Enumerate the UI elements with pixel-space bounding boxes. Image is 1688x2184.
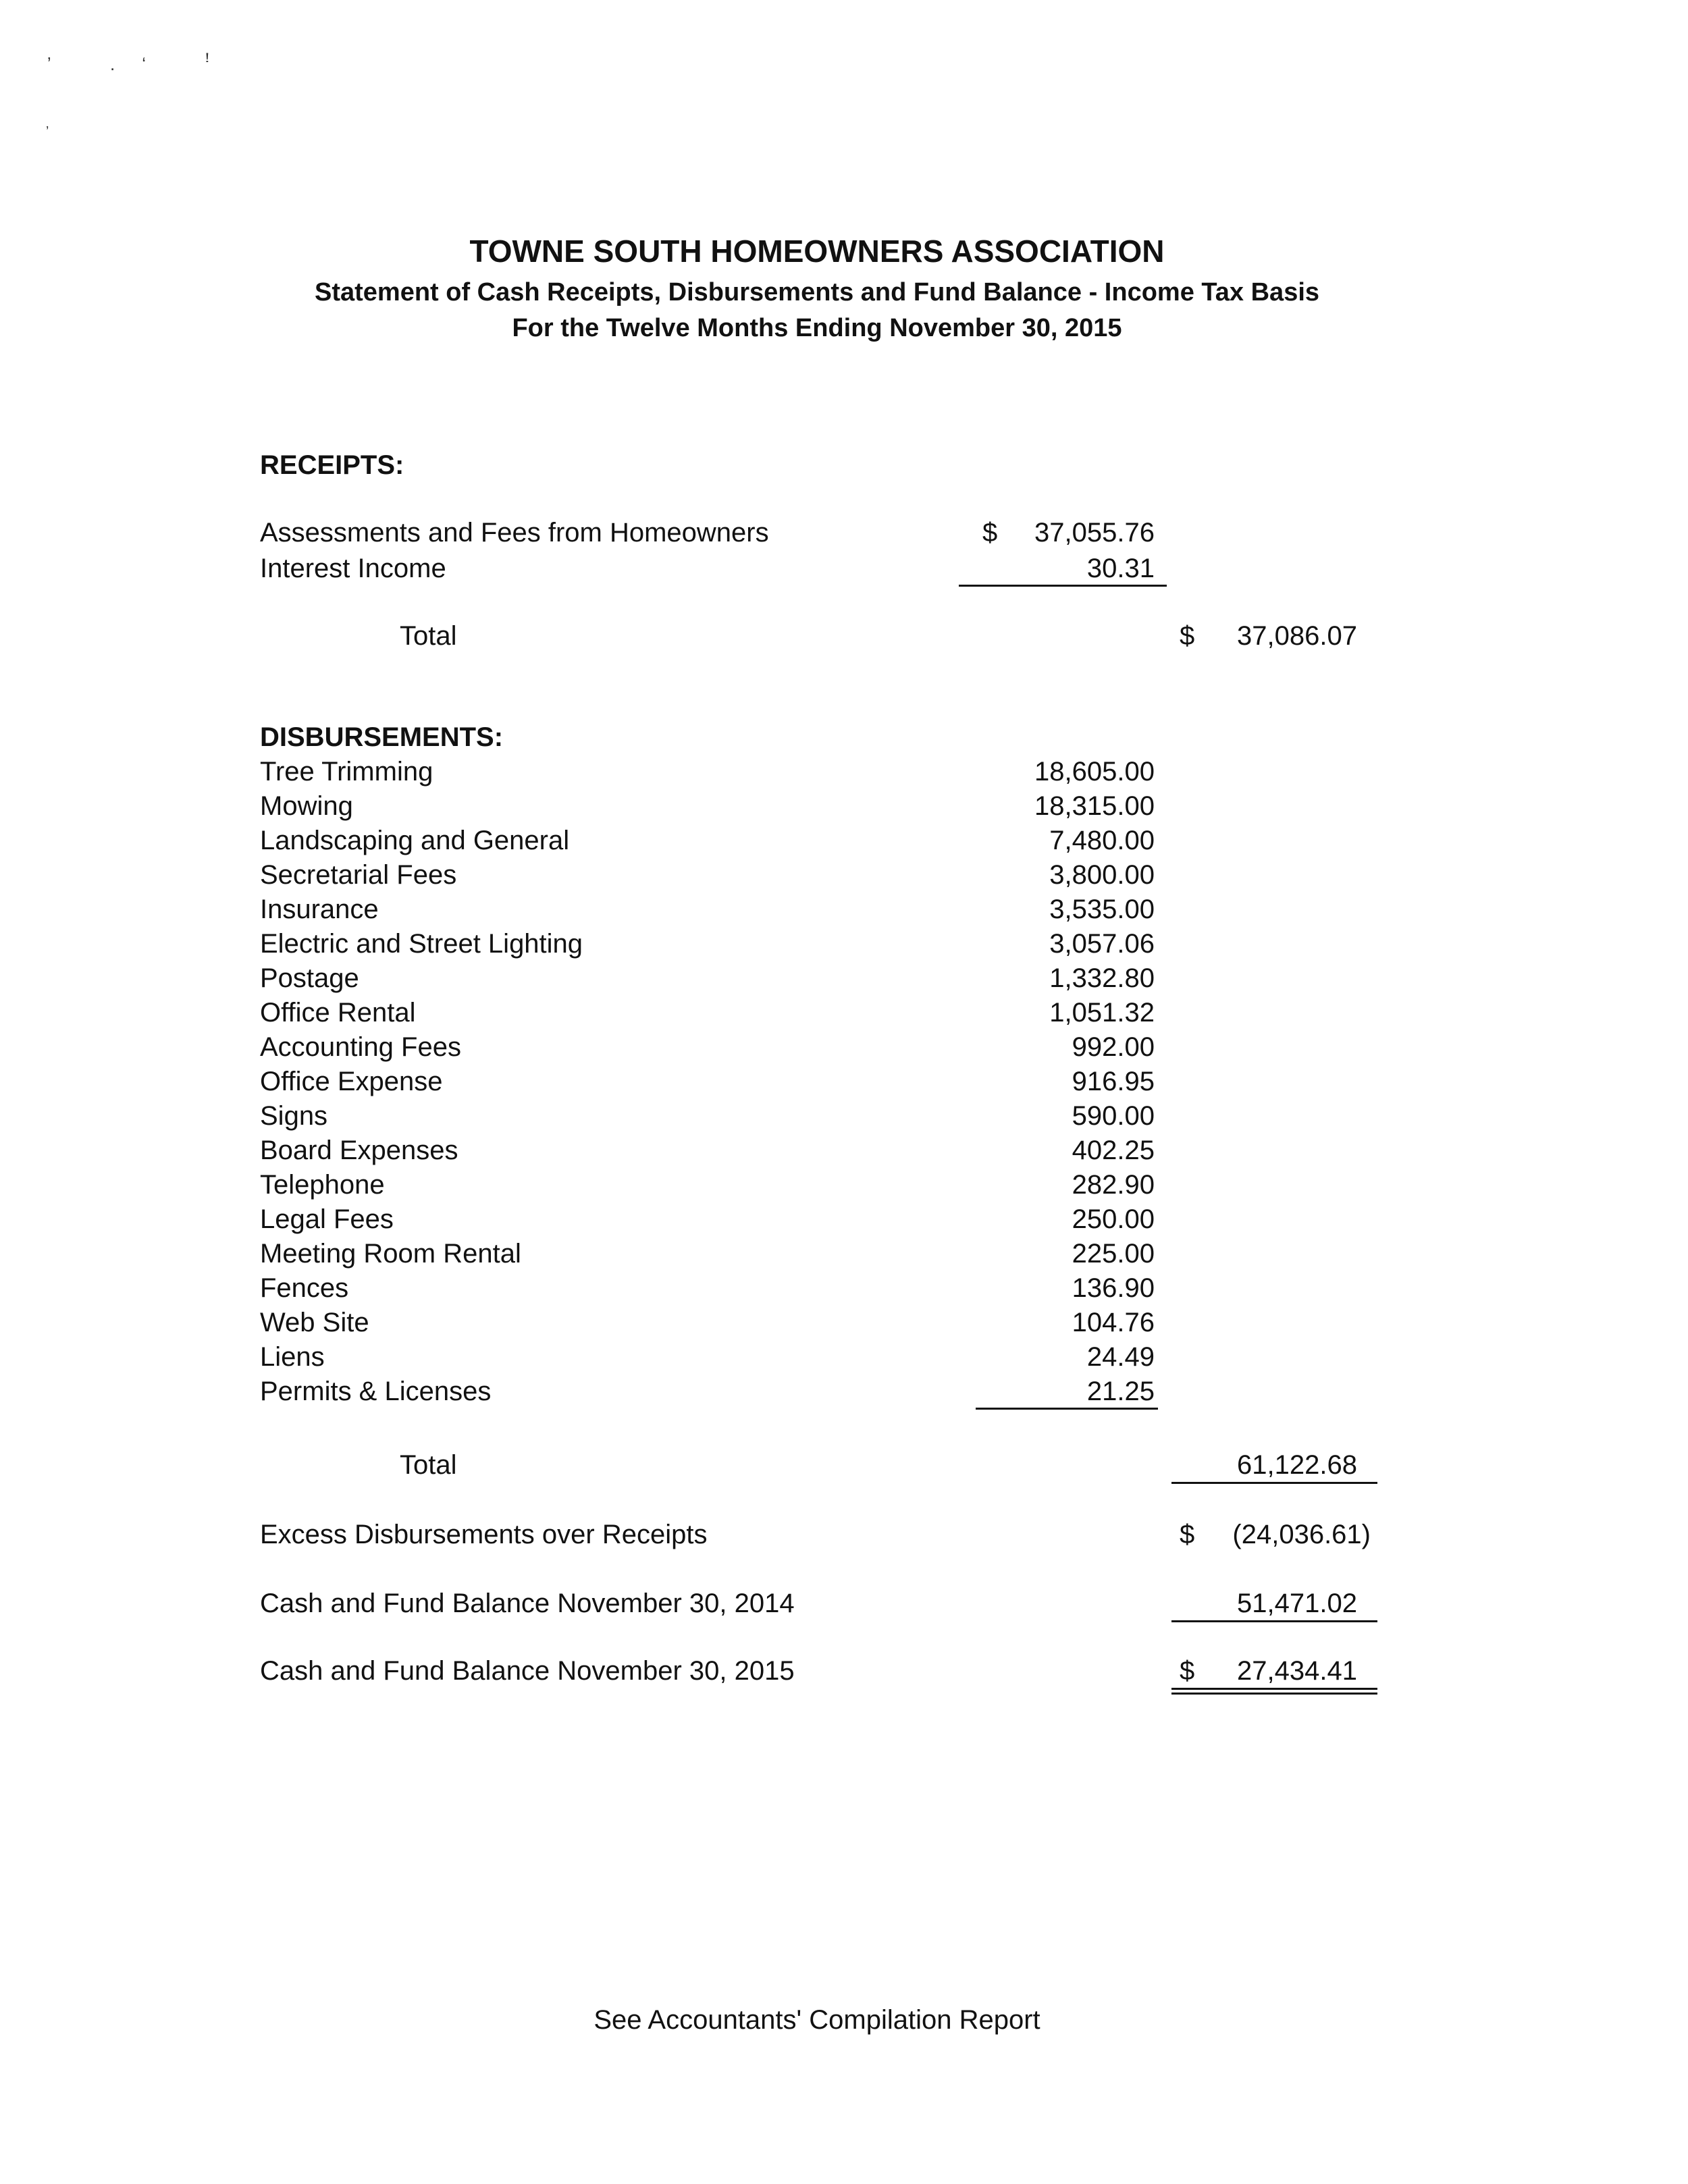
receipt-row	[0, 554, 1688, 589]
disbursement-label: Mowing	[260, 791, 353, 821]
opening-balance-amount: 51,471.02	[1237, 1589, 1357, 1618]
disbursement-label: Landscaping and General	[260, 826, 570, 855]
scan-speck: ʼ	[46, 125, 49, 140]
disbursement-label: Telephone	[260, 1170, 385, 1200]
excess-row	[0, 1520, 1688, 1555]
disbursement-label: Office Rental	[260, 998, 416, 1028]
closing-balance-label: Cash and Fund Balance November 30, 2015	[260, 1656, 795, 1686]
disbursement-row	[0, 826, 1688, 861]
disbursement-label: Secretarial Fees	[260, 860, 457, 890]
disbursement-row	[0, 1308, 1688, 1343]
disbursement-amount: 402.25	[1072, 1136, 1155, 1165]
disbursement-label: Fences	[260, 1273, 349, 1303]
receipts-total-label: Total	[400, 621, 457, 651]
disbursement-row	[0, 1032, 1688, 1067]
disbursement-label: Permits & Licenses	[260, 1377, 492, 1406]
disbursement-row	[0, 1204, 1688, 1240]
excess-amount: (24,036.61)	[1232, 1520, 1371, 1549]
disbursement-row	[0, 895, 1688, 930]
currency-symbol: $	[982, 518, 998, 548]
disbursement-row	[0, 1170, 1688, 1205]
disbursement-label: Tree Trimming	[260, 757, 433, 787]
disbursements-total-rule	[1171, 1482, 1377, 1484]
disbursement-amount: 7,480.00	[1049, 826, 1155, 855]
opening-balance-rule	[1171, 1620, 1377, 1622]
receipt-amount: 30.31	[1086, 554, 1155, 583]
disbursement-label: Accounting Fees	[260, 1032, 461, 1062]
disbursement-row	[0, 963, 1688, 998]
disbursement-label: Signs	[260, 1101, 328, 1131]
disbursement-row	[0, 860, 1688, 895]
disbursement-label: Legal Fees	[260, 1204, 394, 1234]
closing-balance-double-rule	[1171, 1688, 1377, 1695]
receipt-row	[0, 518, 1688, 553]
disbursement-row	[0, 998, 1688, 1033]
disbursements-total-amount: 61,122.68	[1237, 1450, 1357, 1480]
scan-specks: ʼ .ʻ ꜝ	[47, 54, 237, 74]
receipt-amount: 37,055.76	[1034, 518, 1155, 548]
disbursement-row	[0, 1239, 1688, 1274]
disbursement-label: Web Site	[260, 1308, 369, 1337]
currency-symbol: $	[1180, 1656, 1195, 1686]
disbursement-amount: 18,605.00	[1034, 757, 1155, 787]
disbursement-label: Liens	[260, 1342, 325, 1372]
disbursement-label: Electric and Street Lighting	[260, 929, 583, 959]
disbursement-amount: 3,800.00	[1049, 860, 1155, 890]
disbursement-label: Board Expenses	[260, 1136, 458, 1165]
disbursement-amount: 1,332.80	[1049, 963, 1155, 993]
disbursement-row	[0, 1136, 1688, 1171]
receipt-label: Interest Income	[260, 554, 446, 583]
disbursement-label: Postage	[260, 963, 359, 993]
disbursement-row	[0, 1101, 1688, 1136]
disbursement-amount: 3,535.00	[1049, 895, 1155, 924]
disbursement-amount: 1,051.32	[1049, 998, 1155, 1028]
disbursement-amount: 250.00	[1072, 1204, 1155, 1234]
disbursement-amount: 18,315.00	[1034, 791, 1155, 821]
closing-balance-amount: 27,434.41	[1237, 1656, 1357, 1686]
disbursement-amount: 916.95	[1072, 1067, 1155, 1096]
receipts-total-amount: 37,086.07	[1237, 621, 1357, 651]
disbursement-row	[0, 791, 1688, 826]
footer-note: See Accountants' Compilation Report	[594, 2005, 1040, 2035]
excess-label: Excess Disbursements over Receipts	[260, 1520, 708, 1549]
disbursement-amount: 3,057.06	[1049, 929, 1155, 959]
opening-balance-row	[0, 1589, 1688, 1624]
disbursement-row	[0, 1342, 1688, 1377]
disbursement-row	[0, 1273, 1688, 1308]
disbursement-row	[0, 929, 1688, 964]
disbursement-row	[0, 1067, 1688, 1102]
closing-balance-row	[0, 1656, 1688, 1691]
disbursements-heading: DISBURSEMENTS:	[260, 722, 504, 752]
disbursement-amount: 136.90	[1072, 1273, 1155, 1303]
disbursement-row	[0, 1377, 1688, 1412]
disbursement-row	[0, 757, 1688, 792]
disbursement-amount: 992.00	[1072, 1032, 1155, 1062]
disbursement-amount: 21.25	[1086, 1377, 1155, 1406]
disbursements-total-row	[0, 1450, 1688, 1485]
disbursement-label: Insurance	[260, 895, 379, 924]
receipt-label: Assessments and Fees from Homeowners	[260, 518, 769, 548]
disbursement-amount: 225.00	[1072, 1239, 1155, 1269]
currency-symbol: $	[1180, 1520, 1195, 1549]
disbursement-amount: 282.90	[1072, 1170, 1155, 1200]
disbursements-subtotal-rule	[976, 1408, 1158, 1410]
disbursement-amount: 104.76	[1072, 1308, 1155, 1337]
disbursement-amount: 24.49	[1086, 1342, 1155, 1372]
currency-symbol: $	[1180, 621, 1195, 651]
receipts-subtotal-rule	[959, 585, 1167, 587]
disbursements-total-label: Total	[400, 1450, 457, 1480]
document-subtitle: Statement of Cash Receipts, Disbursements and Fund Balance - Income Tax Basis	[314, 278, 1320, 307]
opening-balance-label: Cash and Fund Balance November 30, 2014	[260, 1589, 795, 1618]
disbursement-label: Office Expense	[260, 1067, 443, 1096]
disbursement-amount: 590.00	[1072, 1101, 1155, 1131]
document-title: TOWNE SOUTH HOMEOWNERS ASSOCIATION	[469, 234, 1165, 269]
document-period: For the Twelve Months Ending November 30, 2015	[512, 314, 1122, 342]
disbursement-label: Meeting Room Rental	[260, 1239, 521, 1269]
receipts-total-row	[0, 621, 1688, 656]
receipts-heading: RECEIPTS:	[260, 450, 404, 480]
